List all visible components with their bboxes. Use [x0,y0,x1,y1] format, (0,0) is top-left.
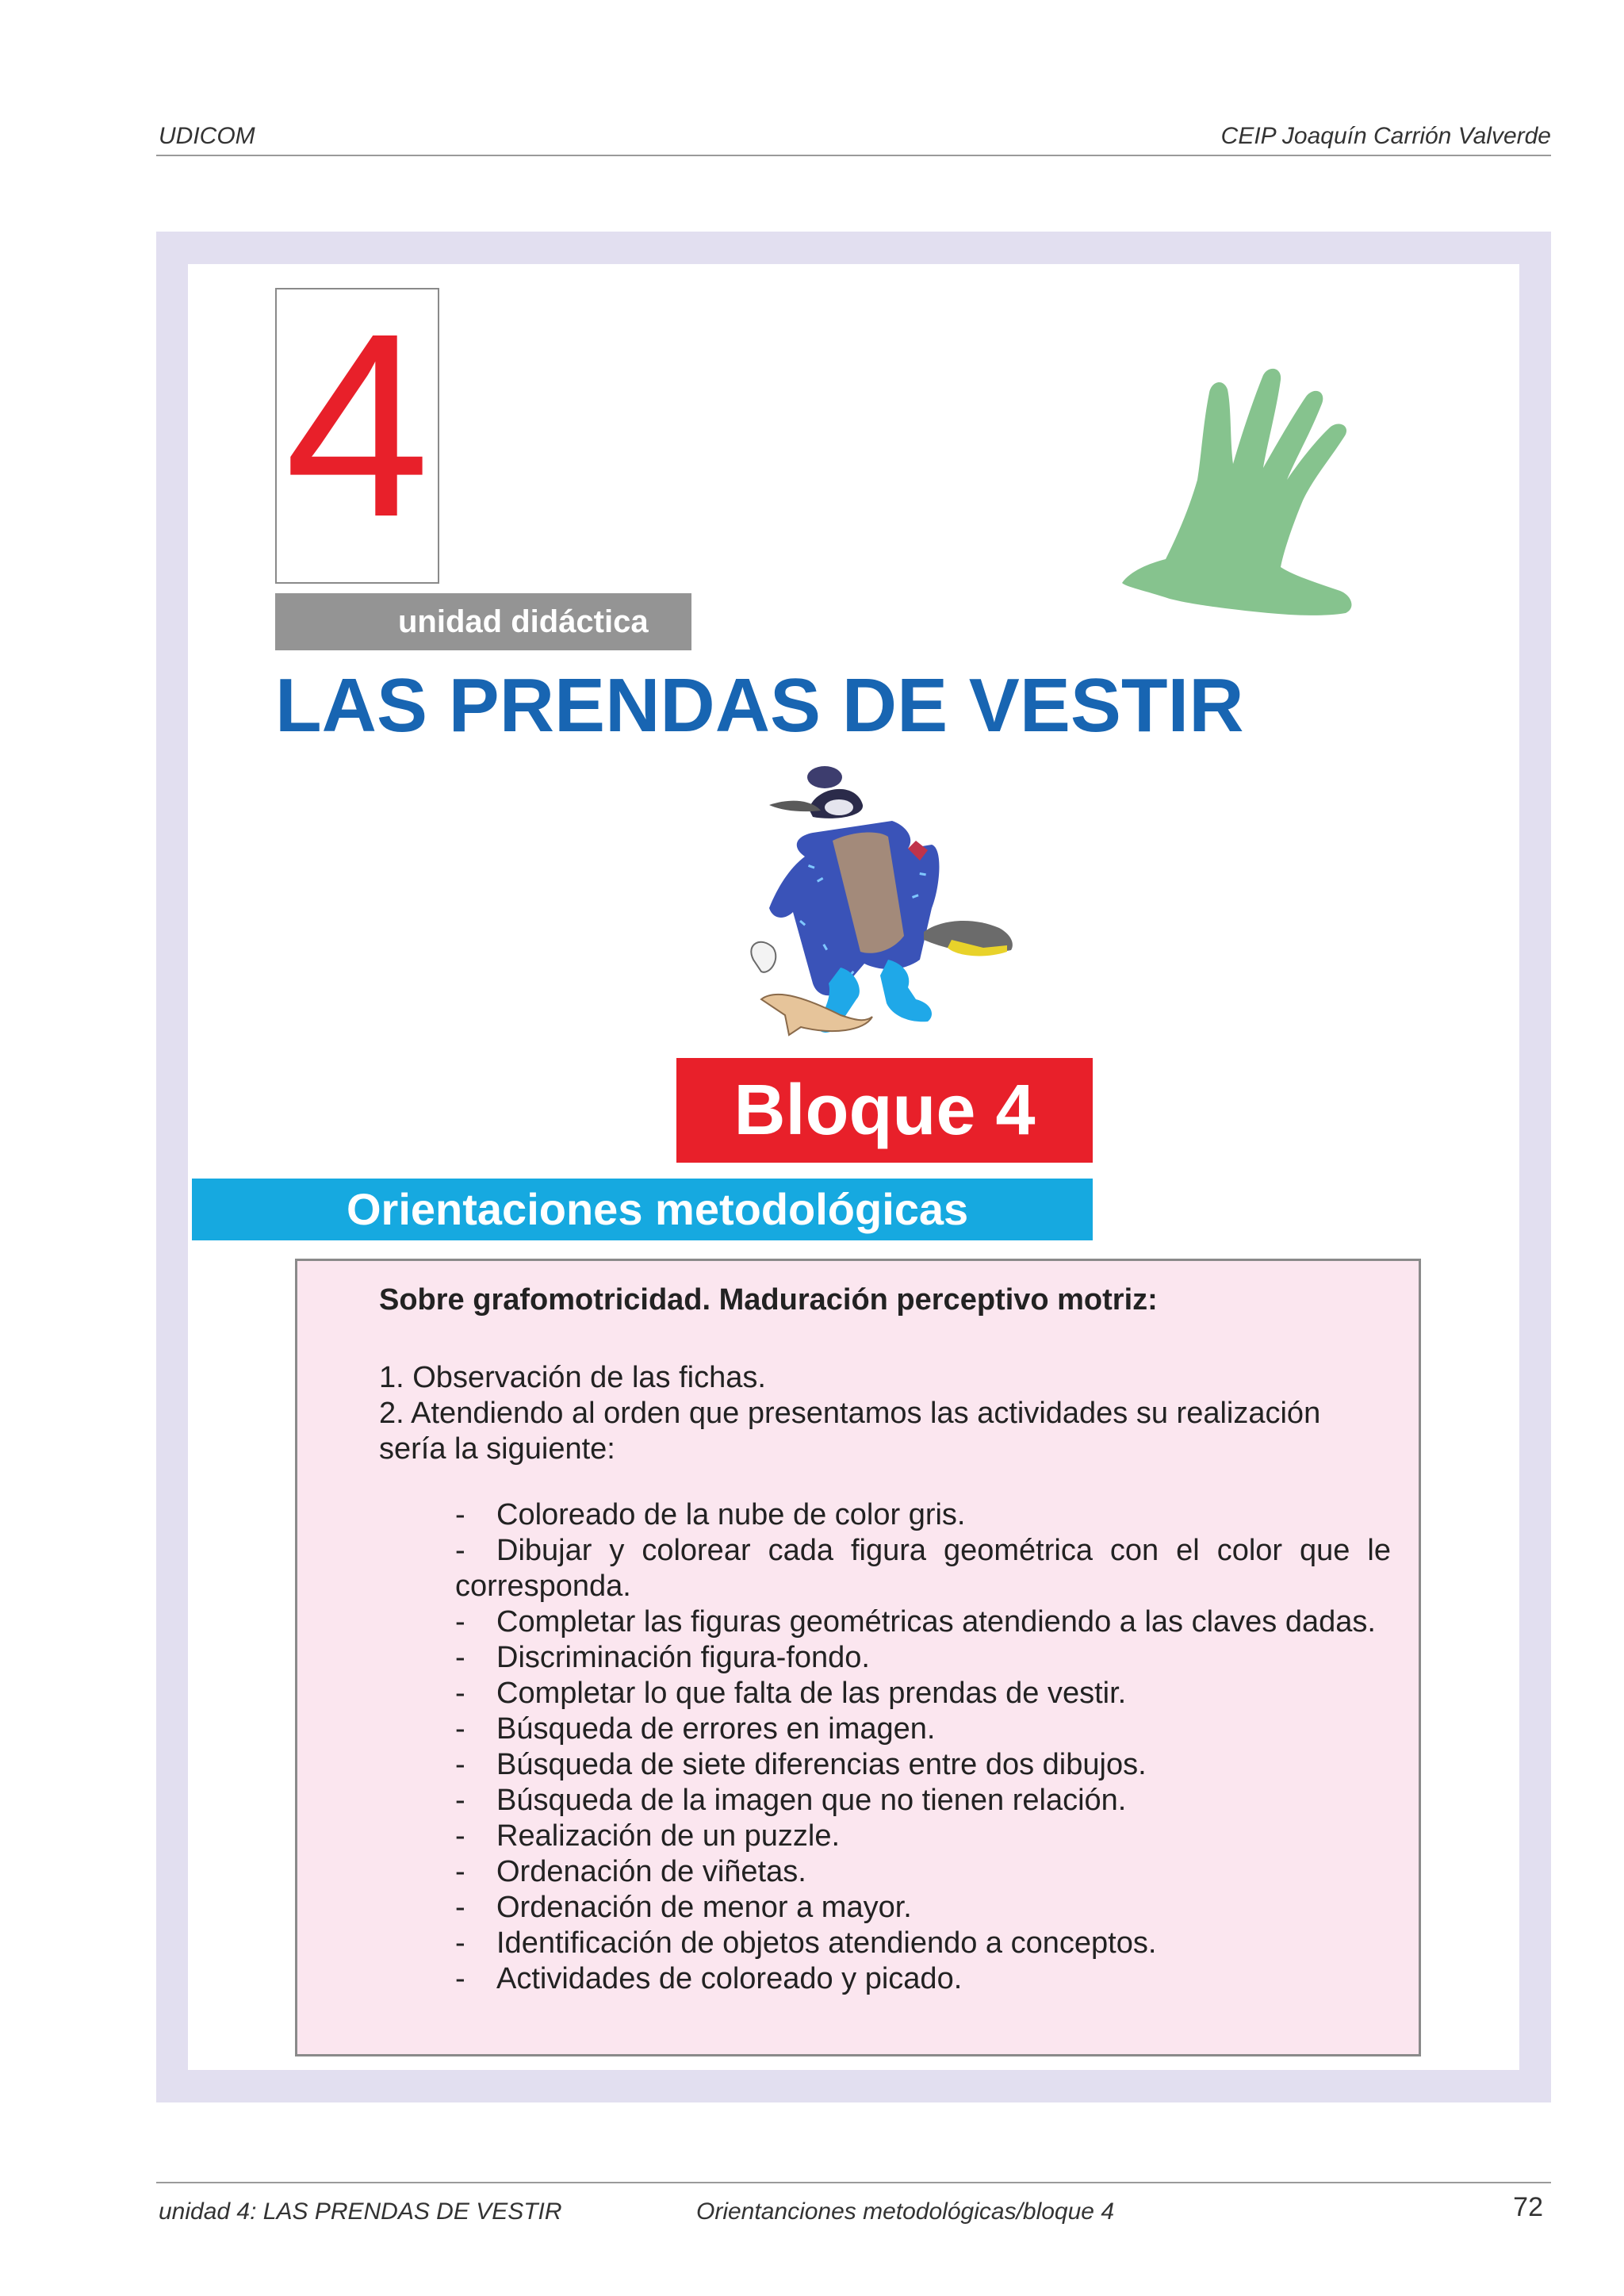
list-item: - Ordenación de menor a mayor. [455,1891,912,1924]
list-item: - Coloreado de la nube de color gris. [455,1498,966,1531]
bloque-banner: Bloque 4 [676,1058,1093,1163]
activity-list [455,1497,1391,1997]
footer-middle-text: Orientanciones metodológicas/bloque 4 [696,2198,1115,2225]
list-item: - Completar las figuras geométricas atendiendo a las claves dadas. [455,1605,1376,1639]
unit-title: LAS PRENDAS DE VESTIR [275,663,1244,748]
footer-left-text: unidad 4: LAS PRENDAS DE VESTIR [159,2198,562,2225]
unit-label: unidad didáctica [275,593,691,650]
list-item: - Completar lo que falta de las prendas de vestir. [455,1677,1127,1710]
content-item-2: 2. Atendiendo al orden que presentamos las actividades su realización sería la siguiente: [379,1397,1321,1466]
page-number: 72 [1513,2192,1543,2222]
list-item: - Discriminación figura-fondo. [455,1641,870,1674]
header-divider [156,155,1551,156]
list-item: - Búsqueda de la imagen que no tienen relación. [455,1784,1127,1817]
clothes-illustration [745,761,1047,1047]
header-left-text: UDICOM [159,123,255,149]
list-item: - Búsqueda de siete diferencias entre dos dibujos. [455,1748,1147,1781]
unit-number: 4 [284,278,431,571]
list-item: - Realización de un puzzle. [455,1819,841,1853]
list-item: - Identificación de objetos atendiendo a conceptos. [455,1926,1157,1960]
header-right-text: CEIP Joaquín Carrión Valverde [1220,123,1551,149]
list-item: - Búsqueda de errores en imagen. [455,1712,936,1746]
content-heading: Sobre grafomotricidad. Maduración perceptivo motriz: [379,1283,1158,1317]
content-item-1: 1. Observación de las fichas. [379,1361,766,1394]
glove-icon [1122,361,1415,654]
list-item: - Dibujar y colorear cada figura geométrica con el color que le corresponda. [455,1534,1391,1603]
list-item: - Actividades de coloreado y picado. [455,1962,963,1995]
list-item: - Ordenación de viñetas. [455,1855,806,1888]
section-banner: Orientaciones metodológicas [192,1179,1093,1240]
footer-divider [156,2182,1551,2183]
